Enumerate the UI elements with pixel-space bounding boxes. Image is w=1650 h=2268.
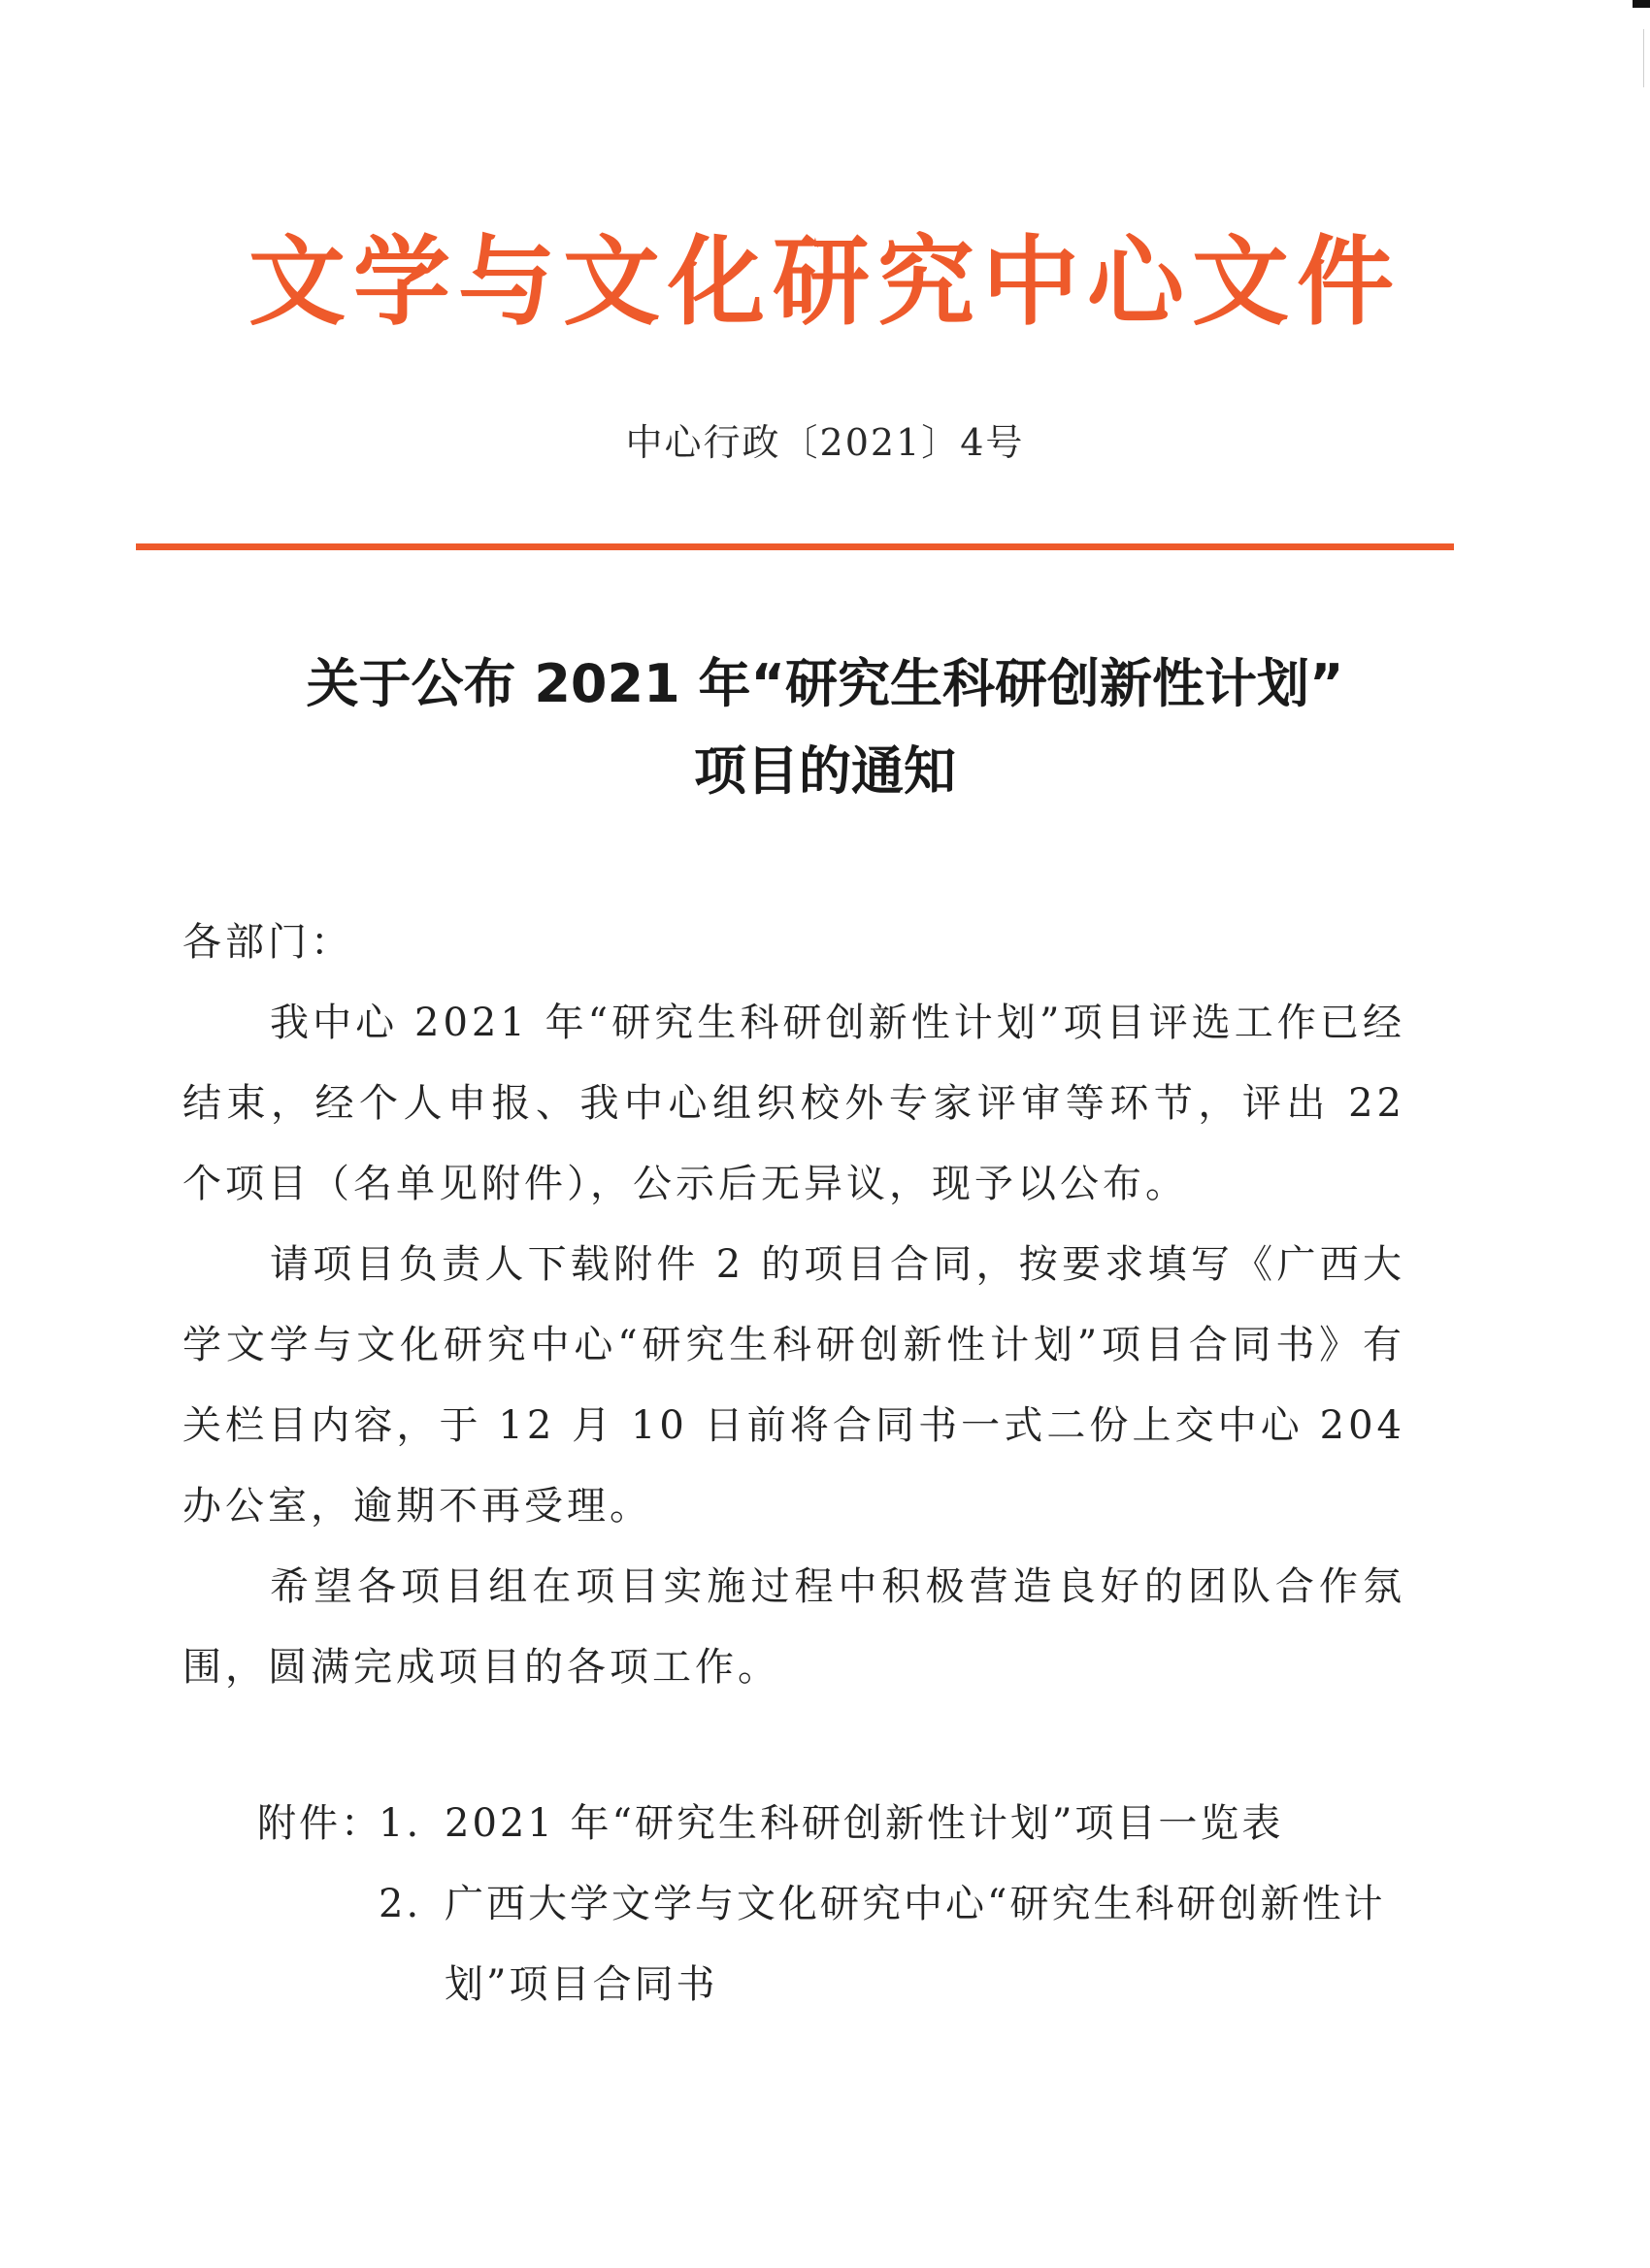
attachments-list: [257, 1784, 1422, 2025]
attachments-label: 附件：: [257, 1801, 382, 1846]
attachment-number: 1.: [379, 1801, 422, 1846]
attachment-number: 2.: [379, 1882, 422, 1926]
paragraph-contract-instructions: 请项目负责人下载附件 2 的项目合同，按要求填写《广西大学文学与文化研究中心“研究生科研创新性计划”项目合同书》有关栏目内容，于 12 月 10 日前将合同书一式二份上交中心 204 办公室，逾期不再受理。: [182, 1242, 1405, 1528]
attachment-item: [257, 1864, 1422, 2025]
paragraph-announcement: 我中心 2021 年“研究生科研创新性计划”项目评选工作已经结束，经个人申报、我中心组织校外专家评审等环节，评出 22 个项目（名单见附件），公示后无异议，现予以公布。: [182, 1001, 1405, 1206]
attachment-title: 广西大学文学与文化研究中心“研究生科研创新性计划”项目合同书: [445, 1882, 1386, 2007]
salutation: 各部门：: [182, 920, 353, 965]
document-number: 中心行政〔2021〕4号: [625, 421, 1025, 464]
notice-title-line-2: 项目的通知: [694, 740, 956, 802]
notice-body: [182, 903, 1405, 1708]
scan-edge-line: [1643, 29, 1644, 87]
notice-title: [0, 641, 1650, 815]
attachment-item: [257, 1784, 1422, 1864]
scan-corner-mark: [1633, 0, 1650, 8]
masthead-title: 文学与文化研究中心文件: [248, 224, 1402, 339]
paragraph-closing: 希望各项目组在项目实施过程中积极营造良好的团队合作氛围，圆满完成项目的各项工作。: [182, 1564, 1405, 1690]
attachment-title: 2021 年“研究生科研创新性计划”项目一览表: [445, 1801, 1284, 1846]
red-divider-rule: [136, 543, 1454, 550]
notice-title-line-1: 关于公布 2021 年“研究生科研创新性计划”: [306, 653, 1344, 714]
